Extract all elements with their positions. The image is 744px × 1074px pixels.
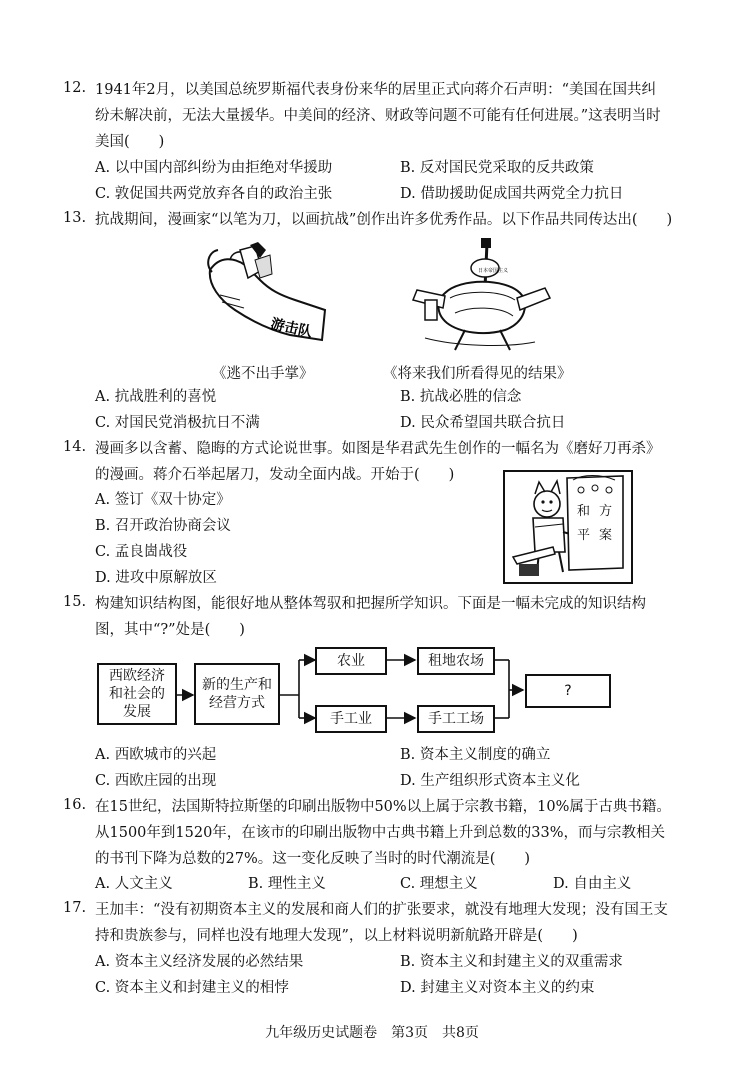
cartoon-label: 游击队 [269,316,314,341]
diagram-box-leased-farm: 租地农场 [417,647,495,675]
question-stem-line: 图，其中“?”处是( ) [95,622,245,638]
question-stem-line: 的书刊下降为总数的27%。这一变化反映了当时的时代潮流是( ) [95,851,531,867]
question-stem-line: 持和贵族参与，同样也没有地理大发现”，以上材料说明新航路开辟是( ) [95,928,578,944]
cartoon-hand-image [200,240,330,355]
box-line: 西欧经济 [109,668,165,684]
option-a: A. 签订《双十协定》 [95,492,231,508]
option-a: A. 西欧城市的兴起 [95,747,217,763]
question-stem-line: 1941年2月，以美国总统罗斯福代表身份来华的居里正式向蒋介石声明：“美国在国共纠 [95,82,657,98]
question-stem-line: 纷未解决前，无法大量援华。中美间的经济、财政等问题不可能有任何进展。”这表明当时 [95,108,661,124]
option-b: B. 抗战必胜的信念 [400,389,522,405]
diagram-box-unknown: ? [525,674,611,708]
sign-char: 平 [577,528,591,543]
option-c: C. 对国民党消极抗日不满 [95,415,260,431]
option-d: D. 生产组织形式资本主义化 [400,773,580,789]
question-number: 14. [63,439,87,455]
sign-char: 案 [599,528,613,543]
diagram-box-workshop: 手工工场 [417,705,495,733]
sign-char: 和 [577,504,591,519]
option-d: D. 自由主义 [553,876,632,892]
question-stem-line: 从1500年到1520年，在该市的印刷出版物中古典书籍上升到总数的33%，而与宗教相关 [95,825,666,841]
option-c: C. 资本主义和封建主义的相悖 [95,980,289,996]
cartoon-label: 日本帝国主义 [478,268,509,274]
question-number: 12. [63,80,87,96]
diagram-box-agriculture: 农业 [315,647,387,675]
question-stem-line: 构建知识结构图，能很好地从整体驾驭和把握所学知识。下面是一幅未完成的知识结构 [95,596,646,612]
option-d: D. 借助援助促成国共两党全力抗日 [400,186,624,202]
box-line: 新的生产和 [202,677,272,693]
option-c: C. 敦促国共两党放弃各自的政治主张 [95,186,333,202]
cartoon-caption: 《逃不出手掌》 [212,366,314,382]
option-b: B. 反对国民党采取的反共政策 [400,160,594,176]
box-line: 经营方式 [209,695,265,711]
box-line: 和社会的 [109,686,165,702]
question-stem-line: 在15世纪，法国斯特拉斯堡的印刷出版物中50%以上属于宗教书籍，10%属于古典书籍。 [95,799,671,815]
option-b: B. 召开政治协商会议 [95,518,231,534]
option-b: B. 资本主义和封建主义的双重需求 [400,954,623,970]
question-number: 16. [63,797,87,813]
option-b: B. 理性主义 [248,876,326,892]
option-a: A. 抗战胜利的喜悦 [95,389,217,405]
option-d: D. 封建主义对资本主义的约束 [400,980,595,996]
diagram-box-production [194,663,280,725]
question-stem-line: 的漫画。蒋介石举起屠刀，发动全面内战。开始于( ) [95,467,455,483]
question-number: 13. [63,210,87,226]
option-a: A. 以中国内部纠纷为由拒绝对华援助 [95,160,333,176]
option-a: A. 资本主义经济发展的必然结果 [95,954,304,970]
question-stem-line: 抗战期间，漫画家“以笔为刀，以画抗战”创作出许多优秀作品。以下作品共同传达出( ) [95,212,673,228]
question-stem-line: 美国( ) [95,134,165,150]
question-stem-line: 王加丰：“没有初期资本主义的发展和商人们的扩张要求，就没有地理大发现；没有国王支 [95,902,668,918]
question-number: 17. [63,900,87,916]
diagram-box-handicraft: 手工业 [315,705,387,733]
question-stem-line: 漫画多以含蓄、隐晦的方式论说世事。如图是华君武先生创作的一幅名为《磨好刀再杀》 [95,441,661,457]
sign-char: 方 [599,504,613,519]
cartoon-knife-image [503,470,633,584]
option-c: C. 孟良崮战役 [95,544,188,560]
box-line: 发展 [123,704,151,720]
option-c: C. 西欧庄园的出现 [95,773,217,789]
diagram-box-economy [97,663,177,725]
option-d: D. 进攻中原解放区 [95,570,217,586]
question-number: 15. [63,594,87,610]
option-b: B. 资本主义制度的确立 [400,747,551,763]
page-footer: 九年级历史试题卷 第3页 共8页 [265,1025,479,1041]
cartoon-sword-image [405,238,555,356]
option-c: C. 理想主义 [400,876,478,892]
option-d: D. 民众希望国共联合抗日 [400,415,566,431]
cartoon-caption: 《将来我们所看得见的结果》 [383,366,572,382]
option-a: A. 人文主义 [95,876,173,892]
